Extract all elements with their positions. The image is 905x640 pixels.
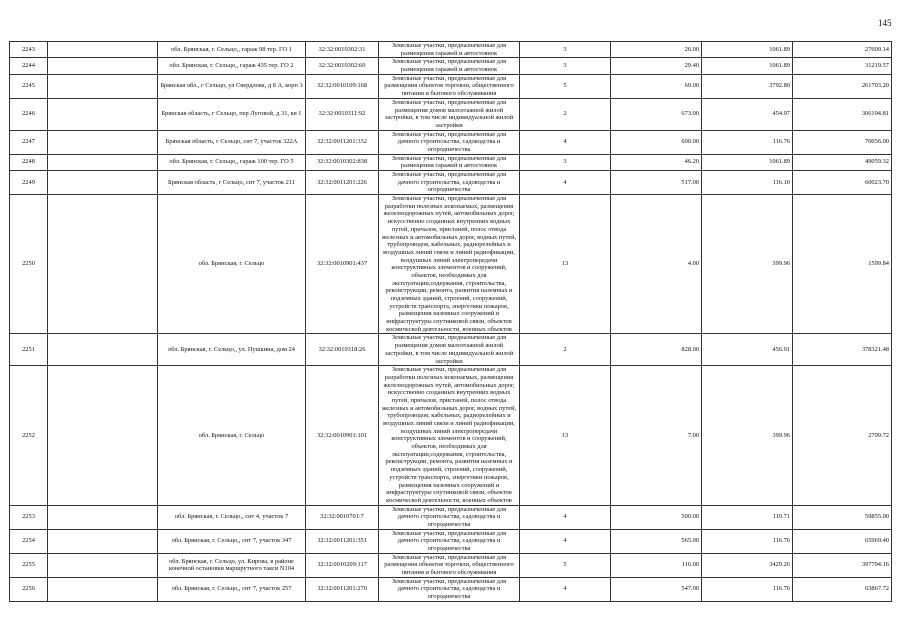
area-cell: 26.00 — [611, 42, 702, 58]
land-use-cell: Земельные участки, предназначенные для размещения домов малоэтажной жилой застройки, в том числе индивидуальной жилой застройки — [379, 334, 520, 366]
area-cell: 565.00 — [611, 529, 702, 553]
table-row — [10, 58, 892, 74]
cadastral-value-cell: 70056.00 — [793, 130, 892, 154]
table-row — [10, 154, 892, 170]
blank-cell — [48, 42, 158, 58]
area-cell: 828.00 — [611, 334, 702, 366]
cadastral-number-cell: 32:32:0010901:101 — [306, 366, 379, 505]
cadastral-number-cell: 32:32:0010701:7 — [306, 505, 379, 529]
specific-value-cell: 119.71 — [702, 505, 793, 529]
specific-value-cell: 3792.80 — [702, 74, 793, 98]
use-group-cell: 2 — [520, 334, 611, 366]
land-use-cell: Земельные участки, предназначенные для размещения объектов торговли, общественного питания и бытового обслуживания — [379, 74, 520, 98]
table-row — [10, 529, 892, 553]
use-group-cell: 4 — [520, 529, 611, 553]
table-row — [10, 42, 892, 58]
row-number: 2249 — [10, 171, 48, 195]
row-number: 2248 — [10, 154, 48, 170]
blank-cell — [48, 58, 158, 74]
blank-cell — [48, 74, 158, 98]
address-cell: обл. Брянская, г. Сельцо, ул. Кирова, в районе конечной остановки маршрутного такси N104 — [158, 553, 306, 577]
land-use-cell: Земельные участки, предназначенные для дачного строительства, садоводства и огородничества — [379, 130, 520, 154]
page-number: 145 — [878, 18, 892, 28]
table-row — [10, 553, 892, 577]
table-row — [10, 130, 892, 154]
address-cell: обл. Брянская, г. Сельцо,, ул. Пушкина, дом 24 — [158, 334, 306, 366]
specific-value-cell: 116.76 — [702, 130, 793, 154]
cadastral-number-cell: 32:32:0010109:168 — [306, 74, 379, 98]
blank-cell — [48, 334, 158, 366]
area-cell: 7.00 — [611, 366, 702, 505]
cadastral-value-cell: 31219.57 — [793, 58, 892, 74]
table-row — [10, 98, 892, 130]
specific-value-cell: 3429.26 — [702, 553, 793, 577]
blank-cell — [48, 505, 158, 529]
row-number: 2256 — [10, 577, 48, 601]
area-cell: 500.00 — [611, 505, 702, 529]
row-number: 2253 — [10, 505, 48, 529]
area-cell: 517.00 — [611, 171, 702, 195]
land-use-cell: Земельные участки, предназначенные для размещения гаражей и автостоянок — [379, 154, 520, 170]
table-row — [10, 195, 892, 334]
address-cell: Брянская область, г Сельцо, снт 7, участок 211 — [158, 171, 306, 195]
area-cell: 46.20 — [611, 154, 702, 170]
use-group-cell: 5 — [520, 553, 611, 577]
row-number: 2246 — [10, 98, 48, 130]
cadastral-value-cell: 65969.40 — [793, 529, 892, 553]
land-use-cell: Земельные участки, предназначенные для размещения гаражей и автостоянок — [379, 42, 520, 58]
address-cell: Брянская область, г Сельцо, снт 7, участок 322А — [158, 130, 306, 154]
row-number: 2251 — [10, 334, 48, 366]
blank-cell — [48, 98, 158, 130]
land-use-cell: Земельные участки, предназначенные для дачного строительства, садоводства и огородничества — [379, 505, 520, 529]
cadastral-number-cell: 32:32:0010209:117 — [306, 553, 379, 577]
row-number: 2255 — [10, 553, 48, 577]
cadastral-number-cell: 32:32:0011201:332 — [306, 130, 379, 154]
cadastral-value-cell: 2799.72 — [793, 366, 892, 505]
blank-cell — [48, 366, 158, 505]
address-cell: Брянская обл., г Сельцо, ул Свердлова, д 8 А, корп 3 — [158, 74, 306, 98]
table-row — [10, 577, 892, 601]
use-group-cell: 3 — [520, 42, 611, 58]
land-use-cell: Земельные участки, предназначенные для размещения гаражей и автостоянок — [379, 58, 520, 74]
cadastral-value-cell: 397794.16 — [793, 553, 892, 577]
cadastral-number-cell: 32:32:0010302:838 — [306, 154, 379, 170]
cadastral-value-cell: 27609.14 — [793, 42, 892, 58]
specific-value-cell: 1061.89 — [702, 42, 793, 58]
blank-cell — [48, 130, 158, 154]
address-cell: обл. Брянская, г. Сельцо,, снт 7, участок 257 — [158, 577, 306, 601]
cadastral-number-cell: 32:32:0010901:437 — [306, 195, 379, 334]
cadastral-number-cell: 32:32:0010302:31 — [306, 42, 379, 58]
area-cell: 116.00 — [611, 553, 702, 577]
cadastral-value-cell: 261703.20 — [793, 74, 892, 98]
table-row — [10, 505, 892, 529]
specific-value-cell: 116.10 — [702, 171, 793, 195]
land-use-cell: Земельные участки, предназначенные для дачного строительства, садоводства и огородничества — [379, 171, 520, 195]
blank-cell — [48, 195, 158, 334]
cadastral-value-cell: 306194.81 — [793, 98, 892, 130]
specific-value-cell: 1061.89 — [702, 58, 793, 74]
specific-value-cell: 454.97 — [702, 98, 793, 130]
blank-cell — [48, 553, 158, 577]
blank-cell — [48, 171, 158, 195]
land-use-cell: Земельные участки, предназначенные для дачного строительства, садоводства и огородничества — [379, 577, 520, 601]
cadastral-value-cell: 60023.70 — [793, 171, 892, 195]
land-use-cell: Земельные участки, предназначенные для размещения объектов торговли, общественного питания и бытового обслуживания — [379, 553, 520, 577]
area-cell: 69.00 — [611, 74, 702, 98]
cadastral-value-cell: 49059.32 — [793, 154, 892, 170]
cadastral-value-cell: 378321.48 — [793, 334, 892, 366]
address-cell: обл. Брянская, г. Сельцо,, снт 7, участок 347 — [158, 529, 306, 553]
row-number: 2254 — [10, 529, 48, 553]
row-number: 2250 — [10, 195, 48, 334]
area-cell: 29.40 — [611, 58, 702, 74]
cadastral-value-cell: 59855.00 — [793, 505, 892, 529]
cadastral-number-cell: 32:32:0010302:60 — [306, 58, 379, 74]
table-row — [10, 334, 892, 366]
row-number: 2252 — [10, 366, 48, 505]
blank-cell — [48, 154, 158, 170]
blank-cell — [48, 577, 158, 601]
use-group-cell: 3 — [520, 58, 611, 74]
land-use-cell: Земельные участки, предназначенные для размещения домов малоэтажной жилой застройки, в том числе индивидуальной жилой застройки — [379, 98, 520, 130]
use-group-cell: 13 — [520, 366, 611, 505]
specific-value-cell: 399.96 — [702, 366, 793, 505]
use-group-cell: 4 — [520, 171, 611, 195]
area-cell: 600.00 — [611, 130, 702, 154]
row-number: 2245 — [10, 74, 48, 98]
specific-value-cell: 399.96 — [702, 195, 793, 334]
cadastral-value-cell: 63867.72 — [793, 577, 892, 601]
row-number: 2244 — [10, 58, 48, 74]
cadastral-value-cell: 1599.84 — [793, 195, 892, 334]
cadastral-number-cell: 32:32:0011201:351 — [306, 529, 379, 553]
use-group-cell: 4 — [520, 577, 611, 601]
area-cell: 673.00 — [611, 98, 702, 130]
use-group-cell: 13 — [520, 195, 611, 334]
row-number: 2243 — [10, 42, 48, 58]
land-use-cell: Земельные участки, предназначенные для разработки полезных ископаемых, размещения железнодорожных путей, автомобильных дорог, искусственно созданных внутренних водных путей, причалов, пристаней, полос отвода железных и автомобильных дорог, водных путей, трубопроводов, кабельных, радиорелейных и воздушных линий связи и линий радиофикации, воздушных линий электропередачи конструктивных элементов и сооружений, объектов, необходимых для эксплуатации,содержания, строительства, реконструкции, ремонта, развития наземных и подземных зданий, строений, сооружений, устройств транспорта, энергетики пожаров, размещения наземных сооружений и инфраструктуры спутниковой связи, объектов космической деятельности, военных объектов — [379, 195, 520, 334]
area-cell: 547.00 — [611, 577, 702, 601]
use-group-cell: 4 — [520, 130, 611, 154]
specific-value-cell: 116.76 — [702, 577, 793, 601]
cadastral-number-cell: 32:32:0011201:270 — [306, 577, 379, 601]
address-cell: Брянская область, г Сельцо, пер Луговой, д 31, кв 1 — [158, 98, 306, 130]
use-group-cell: 4 — [520, 505, 611, 529]
blank-cell — [48, 529, 158, 553]
area-cell: 4.00 — [611, 195, 702, 334]
land-cadastral-value-table — [9, 41, 892, 602]
address-cell: обл. Брянская, г. Сельцо — [158, 195, 306, 334]
use-group-cell: 3 — [520, 154, 611, 170]
table-row — [10, 171, 892, 195]
table-row — [10, 74, 892, 98]
specific-value-cell: 1061.89 — [702, 154, 793, 170]
cadastral-number-cell: 32:32:0010311:92 — [306, 98, 379, 130]
use-group-cell: 5 — [520, 74, 611, 98]
address-cell: обл. Брянская, г. Сельцо,, гараж 98 тер. ГО 1 — [158, 42, 306, 58]
table-row — [10, 366, 892, 505]
address-cell: обл. Брянская, г. Сельцо,, гараж 100 тер. ГО 5 — [158, 154, 306, 170]
specific-value-cell: 116.76 — [702, 529, 793, 553]
land-use-cell: Земельные участки, предназначенные для дачного строительства, садоводства и огородничества — [379, 529, 520, 553]
cadastral-number-cell: 32:32:0011201:226 — [306, 171, 379, 195]
row-number: 2247 — [10, 130, 48, 154]
specific-value-cell: 456.91 — [702, 334, 793, 366]
cadastral-number-cell: 32:32:0010318:26 — [306, 334, 379, 366]
address-cell: обл. Брянская, г. Сельцо,, гараж 435 тер. ГО 2 — [158, 58, 306, 74]
land-use-cell: Земельные участки, предназначенные для разработки полезных ископаемых, размещения железнодорожных путей, автомобильных дорог, искусственно созданных внутренних водных путей, причалов, пристаней, полос отвода железных и автомобильных дорог, водных путей, трубопроводов, кабельных, радиорелейных и воздушных линий связи и линий радиофикации, воздушных линий электропередачи конструктивных элементов и сооружений, объектов, необходимых для эксплуатации,содержания, строительства, реконструкции, ремонта, развития наземных и подземных зданий, строений, сооружений, устройств транспорта, энергетики пожаров, размещения наземных сооружений и инфраструктуры спутниковой связи, объектов космической деятельности, военных объектов — [379, 366, 520, 505]
address-cell: обл. Брянская, г. Сельцо,, снт 4, участок 7 — [158, 505, 306, 529]
address-cell: обл. Брянская, г. Сельцо — [158, 366, 306, 505]
use-group-cell: 2 — [520, 98, 611, 130]
